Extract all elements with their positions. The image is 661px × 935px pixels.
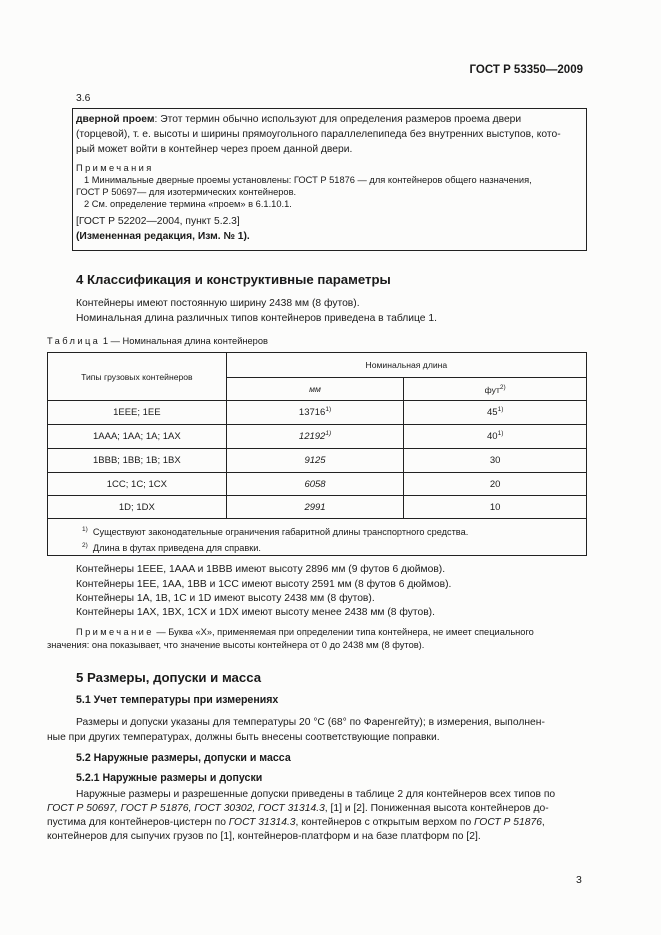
term-text-1: : Этот термин обычно используют для определения размеров проема двери: [154, 114, 522, 125]
section-4-para-2: Номинальная длина различных типов контейнеров приведена в таблице 1.: [76, 313, 437, 324]
row-1-mm-mark: 1): [325, 406, 332, 414]
ft-label: фут: [484, 384, 500, 395]
row-3-ft: 30: [404, 449, 587, 473]
height-line-2: Контейнеры 1EE, 1AA, 1BB и 1CC имеют высоту 2591 мм (8 футов 6 дюймов).: [76, 579, 452, 590]
height-line-4: Контейнеры 1AX, 1BX, 1CX и 1DX имеют высоту менее 2438 мм (8 футов).: [76, 607, 435, 618]
row-5-type: 1D; 1DX: [48, 496, 227, 519]
height-line-3: Контейнеры 1A, 1B, 1C и 1D имеют высоту 2438 мм (8 футов).: [76, 593, 375, 604]
section-5-2-heading: 5.2 Наружные размеры, допуски и масса: [76, 752, 291, 764]
footnote-2: [82, 539, 586, 555]
height-note-line-1: [76, 626, 534, 639]
row-1-ft: [404, 401, 587, 425]
term-name: дверной проем: [76, 114, 155, 125]
col-header-nominal: Номинальная длина: [226, 353, 586, 378]
section-4-para-1: Контейнеры имеют постоянную ширину 2438 мм (8 футов).: [76, 298, 360, 309]
section-5-2-1-line-2: [47, 801, 549, 816]
footnote-2-text: Длина в футах приведена для справки.: [92, 543, 261, 554]
note-1-line-1: 1 Минимальные дверные проемы установлены: ГОСТ Р 51876 — для контейнеров общего назначения,: [84, 175, 532, 185]
height-note-text-1: — Буква «X», применяемая при определении типа контейнера, не имеет специального: [153, 627, 534, 637]
section-4-heading: 4 Классификация и конструктивные параметры: [76, 272, 391, 287]
page-number: 3: [576, 874, 582, 886]
col-header-types: Типы грузовых контейнеров: [48, 353, 227, 401]
footnote-1-mark: 1): [82, 526, 88, 533]
table-caption-text: 1 — Номинальная длина контейнеров: [102, 336, 268, 346]
row-2-ft-mark: 1): [497, 430, 504, 438]
section-5-1-heading: 5.1 Учет температуры при измерениях: [76, 694, 279, 706]
note-2: 2 См. определение термина «проем» в 6.1.10.1.: [84, 199, 292, 209]
term-definition-line-2: (торцевой), т. е. высоты и ширины прямоугольного параллелепипеда без внутренних выступов, кото-: [76, 129, 561, 140]
line-3-std-1: ГОСТ 31314.3: [228, 817, 296, 828]
term-number: 3.6: [76, 93, 91, 104]
row-5-mm: 2991: [226, 496, 404, 519]
row-4-mm: 6058: [226, 473, 404, 496]
term-reference: [ГОСТ Р 52202—2004, пункт 5.2.3]: [76, 216, 240, 227]
standard-code: ГОСТ Р 53350—2009: [469, 64, 583, 76]
row-1-ft-value: 45: [487, 407, 498, 419]
table-1: [47, 352, 587, 556]
line-3-part-c: , контейнеров с открытым верхом по: [295, 817, 475, 828]
footnote-2-mark: 2): [82, 542, 88, 550]
row-2-mm-mark: 1): [325, 430, 332, 438]
table-caption-prefix: Таблица: [47, 336, 101, 346]
footnote-1: [82, 523, 586, 539]
row-2-type: 1AAA; 1AA; 1A; 1AX: [48, 425, 227, 449]
ft-footnote-mark: 2): [499, 383, 506, 391]
height-note-line-2: значения: она показывает, что значение высоты контейнера от 0 до 2438 мм (8 футов).: [47, 640, 425, 650]
table-footnotes: [48, 519, 587, 556]
row-1-ft-mark: 1): [497, 406, 504, 414]
row-2-mm: [226, 425, 404, 449]
table-1-caption: [47, 335, 268, 348]
row-2-mm-value: 12192: [298, 431, 326, 443]
footnote-1-text: Существуют законодательные ограничения габаритной длины транспортного средства.: [92, 527, 469, 538]
row-4-ft: 20: [404, 473, 587, 496]
height-line-1: Контейнеры 1EEE, 1AAA и 1BBB имеют высоту 2896 мм (9 футов 6 дюймов).: [76, 564, 446, 575]
row-1-type: 1EEE; 1EE: [48, 401, 227, 425]
notes-heading: Примечания: [76, 163, 154, 173]
section-5-2-1-line-4: контейнеров для сыпучих грузов по [1], контейнеров-платформ и на базе платформ по [2].: [47, 831, 481, 842]
row-3-type: 1BBB; 1BB; 1B; 1BX: [48, 449, 227, 473]
col-header-ft: [404, 378, 587, 401]
row-3-mm: 9125: [226, 449, 404, 473]
section-5-1-line-1: Размеры и допуски указаны для температуры 20 °С (68° по Фаренгейту); в измерения, выполнен-: [76, 717, 545, 728]
term-definition-line-1: [76, 112, 521, 127]
row-1-mm-value: 13716: [298, 407, 326, 419]
section-5-2-1-line-3: [47, 815, 545, 830]
term-definition-line-3: рый может войти в контейнер через проем данной двери.: [76, 144, 353, 155]
line-3-part-e: ,: [541, 817, 545, 828]
row-5-ft: 10: [404, 496, 587, 519]
line-3-std-2: ГОСТ Р 51876: [474, 817, 542, 828]
height-note-heading: Примечание: [76, 627, 154, 637]
note-1-line-2: ГОСТ Р 50697— для изотермических контейнеров.: [76, 187, 297, 197]
section-5-2-1-heading: 5.2.1 Наружные размеры и допуски: [76, 772, 263, 784]
row-2-ft-value: 40: [487, 431, 498, 443]
section-5-2-1-line-1: Наружные размеры и разрешенные допуски приведены в таблице 2 для контейнеров всех типов по: [76, 789, 556, 800]
col-header-mm: мм: [226, 378, 404, 401]
line-2-rest: , [1] и [2]. Пониженная высота контейнеров до-: [324, 803, 549, 814]
row-1-mm: [226, 401, 404, 425]
row-2-ft: [404, 425, 587, 449]
line-3-part-a: пустима для контейнеров-цистерн по: [47, 817, 229, 828]
standards-list: ГОСТ Р 50697, ГОСТ Р 51876, ГОСТ 30302, ГОСТ 31314.3: [47, 803, 325, 814]
section-5-1-line-2: ные при других температурах, должны быть внесены соответствующие поправки.: [47, 732, 440, 743]
section-5-heading: 5 Размеры, допуски и масса: [76, 670, 262, 685]
row-4-type: 1CC; 1C; 1CX: [48, 473, 227, 496]
amendment-note: (Измененная редакция, Изм. № 1).: [76, 231, 250, 242]
